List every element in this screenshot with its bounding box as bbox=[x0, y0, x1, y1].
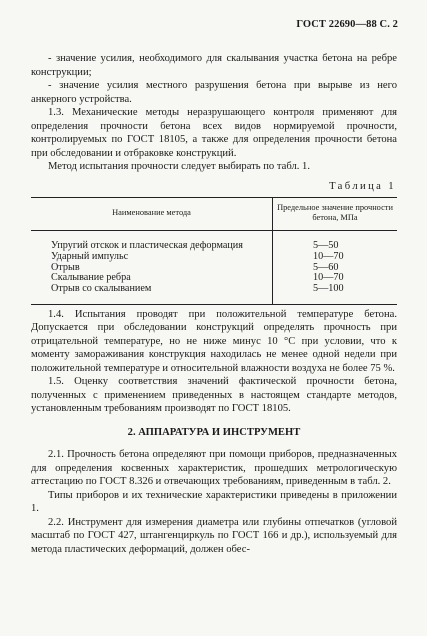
paragraph: 1.4. Испытания проводят при положительной температуре бетона. Допускается при обследовании конструкций определять прочность при отрицательной температуре, но не ниже минус 10 °С при условии, что к моменту замораживания конструкция находилась не менее одной недели при положительной температуре и относительной влажности воздуха не более 75 %. bbox=[31, 308, 397, 374]
method-cell: Скалывание ребра bbox=[31, 273, 273, 284]
table-row bbox=[31, 284, 397, 304]
table-row bbox=[31, 231, 397, 252]
method-cell: Упругий отскок и пластическая деформация bbox=[31, 231, 273, 252]
paragraph: Типы приборов и их технические характеристики приведены в приложении 1. bbox=[31, 489, 397, 515]
range-cell: 5—60 bbox=[313, 261, 339, 273]
paragraph: 2.1. Прочность бетона определяют при помощи приборов, предназначенных для определения косвенных характеристик, прошедших метрологическую аттестацию по ГОСТ 8.326 и отвечающих требованиям, приведенным в табл. 2. bbox=[31, 449, 397, 488]
paragraph: 1.3. Механические методы неразрушающего контроля применяют для определения прочности бетона всех видов нормируемой прочности, контролируемых по ГОСТ 18105, а также для определения прочности бетона при обследовании и отбраковке конструкций. bbox=[31, 107, 397, 159]
method-cell: Ударный импульс bbox=[31, 252, 273, 263]
column-header-strength: Предельное значение прочности бетона, МПа bbox=[273, 198, 398, 231]
page-header: ГОСТ 22690—88 С. 2 bbox=[296, 19, 398, 30]
methods-table bbox=[31, 197, 397, 305]
range-cell: 5—100 bbox=[313, 283, 344, 295]
paragraph: - значение усилия местного разрушения бетона при вырыве из него анкерного устройства. bbox=[31, 80, 397, 105]
paragraph: Метод испытания прочности следует выбирать по табл. 1. bbox=[48, 161, 310, 172]
range-cell: 10—70 bbox=[313, 250, 344, 262]
table-row bbox=[31, 252, 397, 263]
paragraph: 1.5. Оценку соответствия значений фактической прочности бетона, полученных с применением приведенных в настоящем стандарте методов, установленным требованиям производят по ГОСТ 18105. bbox=[31, 376, 397, 415]
column-header-method: Наименование метода bbox=[31, 198, 273, 231]
table-caption: Таблица 1 bbox=[329, 180, 396, 192]
method-cell: Отрыв со скалыванием bbox=[31, 284, 273, 304]
range-cell: 10—70 bbox=[313, 272, 344, 284]
paragraph: - значение усилия, необходимого для скалывания участка бетона на ребре конструкции; bbox=[31, 53, 397, 78]
method-cell: Отрыв bbox=[31, 263, 273, 274]
section-title: 2. АППАРАТУРА И ИНСТРУМЕНТ bbox=[127, 426, 301, 438]
paragraph: 2.2. Инструмент для измерения диаметра или глубины отпечатков (угловой масштаб по ГОСТ 427, штангенциркуль по ГОСТ 166 и др.), используемый для метода пластических деформаций, должен обес- bbox=[31, 516, 397, 555]
table-header-row bbox=[31, 198, 397, 231]
range-cell: 5—50 bbox=[313, 240, 339, 251]
document-body bbox=[31, 52, 397, 556]
